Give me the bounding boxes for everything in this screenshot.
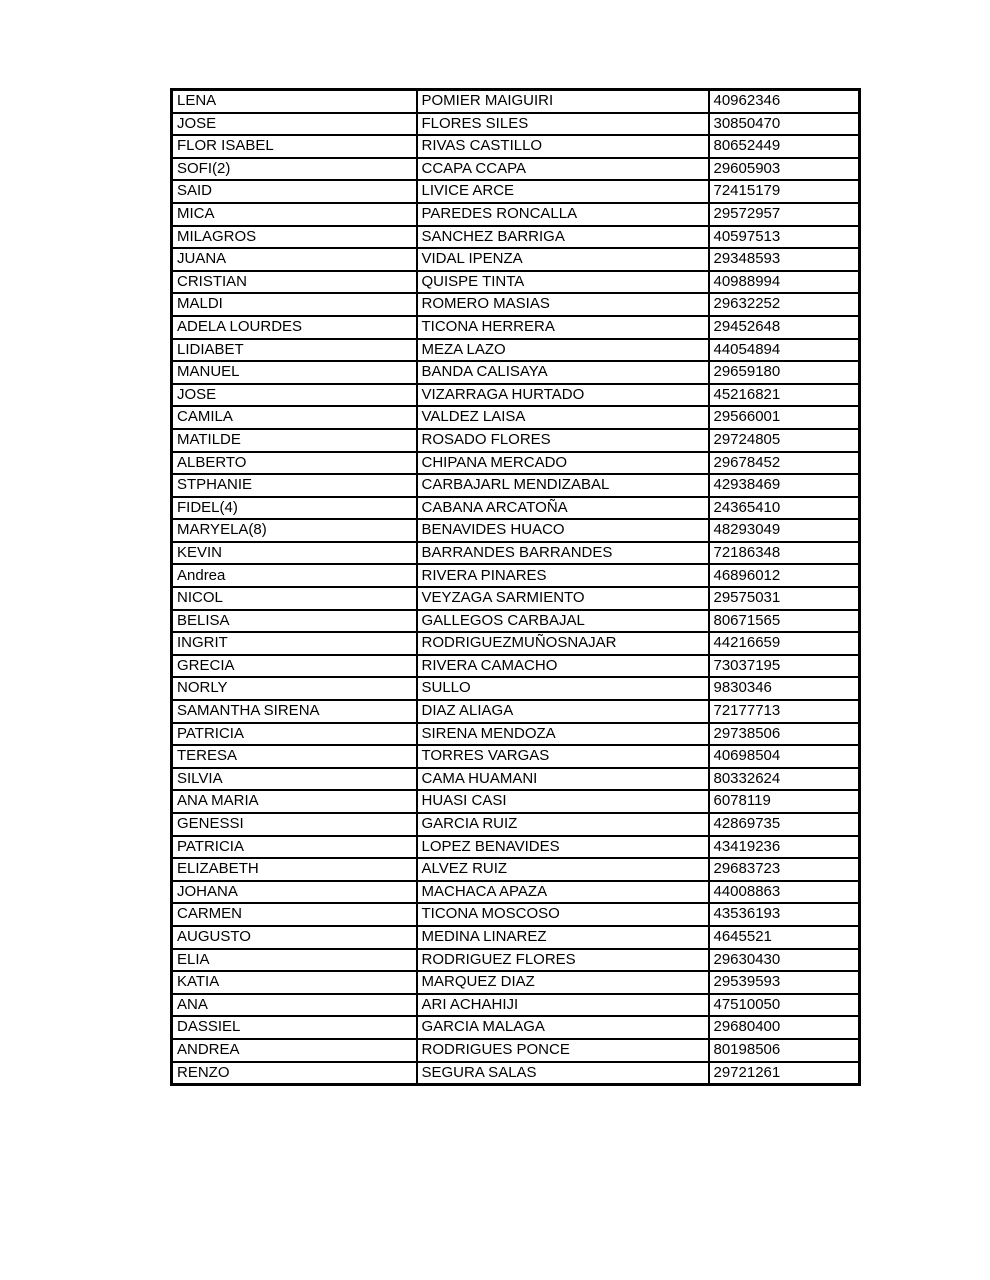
last-name-cell: SANCHEZ BARRIGA <box>417 226 709 249</box>
last-name-cell: RIVERA PINARES <box>417 564 709 587</box>
table-row <box>172 858 860 881</box>
first-name-cell: STPHANIE <box>172 474 417 497</box>
first-name-cell: ELIZABETH <box>172 858 417 881</box>
table-row <box>172 790 860 813</box>
document-number-cell: 72186348 <box>709 542 860 565</box>
first-name-cell: TERESA <box>172 745 417 768</box>
document-number-cell: 43419236 <box>709 836 860 859</box>
table-row <box>172 429 860 452</box>
document-number-cell: 80198506 <box>709 1039 860 1062</box>
table-row <box>172 949 860 972</box>
last-name-cell: DIAZ ALIAGA <box>417 700 709 723</box>
first-name-cell: ANA <box>172 994 417 1017</box>
last-name-cell: GALLEGOS CARBAJAL <box>417 610 709 633</box>
first-name-cell: SOFI(2) <box>172 158 417 181</box>
last-name-cell: BARRANDES BARRANDES <box>417 542 709 565</box>
table-row <box>172 903 860 926</box>
last-name-cell: RODRIGUEZMUÑOSNAJAR <box>417 632 709 655</box>
table-row <box>172 271 860 294</box>
document-number-cell: 47510050 <box>709 994 860 1017</box>
document-number-cell: 9830346 <box>709 677 860 700</box>
table-row <box>172 564 860 587</box>
first-name-cell: MALDI <box>172 293 417 316</box>
last-name-cell: RODRIGUEZ FLORES <box>417 949 709 972</box>
document-number-cell: 29678452 <box>709 452 860 475</box>
first-name-cell: PATRICIA <box>172 836 417 859</box>
table-row <box>172 836 860 859</box>
first-name-cell: LIDIABET <box>172 339 417 362</box>
first-name-cell: INGRIT <box>172 632 417 655</box>
document-number-cell: 40597513 <box>709 226 860 249</box>
document-number-cell: 48293049 <box>709 519 860 542</box>
last-name-cell: SEGURA SALAS <box>417 1062 709 1085</box>
document-number-cell: 30850470 <box>709 113 860 136</box>
document-number-cell: 29632252 <box>709 293 860 316</box>
table-row <box>172 452 860 475</box>
table-row <box>172 519 860 542</box>
last-name-cell: CARBAJARL MENDIZABAL <box>417 474 709 497</box>
first-name-cell: NORLY <box>172 677 417 700</box>
first-name-cell: CRISTIAN <box>172 271 417 294</box>
table-row <box>172 926 860 949</box>
table-row <box>172 90 860 113</box>
first-name-cell: DASSIEL <box>172 1016 417 1039</box>
table-row <box>172 135 860 158</box>
first-name-cell: FIDEL(4) <box>172 497 417 520</box>
last-name-cell: GARCIA RUIZ <box>417 813 709 836</box>
first-name-cell: LENA <box>172 90 417 113</box>
last-name-cell: TICONA MOSCOSO <box>417 903 709 926</box>
last-name-cell: ROMERO MASIAS <box>417 293 709 316</box>
last-name-cell: TICONA HERRERA <box>417 316 709 339</box>
first-name-cell: GRECIA <box>172 655 417 678</box>
table-row <box>172 113 860 136</box>
document-number-cell: 29452648 <box>709 316 860 339</box>
table-row <box>172 180 860 203</box>
last-name-cell: QUISPE TINTA <box>417 271 709 294</box>
first-name-cell: JOHANA <box>172 881 417 904</box>
document-number-cell: 29575031 <box>709 587 860 610</box>
last-name-cell: CHIPANA MERCADO <box>417 452 709 475</box>
document-number-cell: 40988994 <box>709 271 860 294</box>
table-row <box>172 971 860 994</box>
first-name-cell: SAID <box>172 180 417 203</box>
last-name-cell: MARQUEZ DIAZ <box>417 971 709 994</box>
last-name-cell: RIVERA CAMACHO <box>417 655 709 678</box>
document-number-cell: 44216659 <box>709 632 860 655</box>
document-number-cell: 29566001 <box>709 406 860 429</box>
document-number-cell: 44008863 <box>709 881 860 904</box>
first-name-cell: ANDREA <box>172 1039 417 1062</box>
table-row <box>172 610 860 633</box>
last-name-cell: MACHACA APAZA <box>417 881 709 904</box>
table-row <box>172 248 860 271</box>
document-number-cell: 29721261 <box>709 1062 860 1085</box>
last-name-cell: RIVAS CASTILLO <box>417 135 709 158</box>
table-row <box>172 339 860 362</box>
last-name-cell: VIZARRAGA HURTADO <box>417 384 709 407</box>
document-number-cell: 80671565 <box>709 610 860 633</box>
document-number-cell: 4645521 <box>709 926 860 949</box>
first-name-cell: ALBERTO <box>172 452 417 475</box>
document-number-cell: 73037195 <box>709 655 860 678</box>
table-row <box>172 474 860 497</box>
document-number-cell: 40962346 <box>709 90 860 113</box>
table-row <box>172 1039 860 1062</box>
first-name-cell: MILAGROS <box>172 226 417 249</box>
last-name-cell: BENAVIDES HUACO <box>417 519 709 542</box>
table-row <box>172 1016 860 1039</box>
first-name-cell: PATRICIA <box>172 723 417 746</box>
document-number-cell: 45216821 <box>709 384 860 407</box>
document-number-cell: 42869735 <box>709 813 860 836</box>
last-name-cell: CABANA ARCATOÑA <box>417 497 709 520</box>
first-name-cell: RENZO <box>172 1062 417 1085</box>
first-name-cell: MARYELA(8) <box>172 519 417 542</box>
table-row <box>172 723 860 746</box>
last-name-cell: MEZA LAZO <box>417 339 709 362</box>
document-number-cell: 29680400 <box>709 1016 860 1039</box>
document-number-cell: 29539593 <box>709 971 860 994</box>
document-number-cell: 29605903 <box>709 158 860 181</box>
last-name-cell: GARCIA MALAGA <box>417 1016 709 1039</box>
document-number-cell: 46896012 <box>709 564 860 587</box>
first-name-cell: MICA <box>172 203 417 226</box>
first-name-cell: GENESSI <box>172 813 417 836</box>
first-name-cell: ELIA <box>172 949 417 972</box>
table-row <box>172 677 860 700</box>
table-row <box>172 406 860 429</box>
table-row <box>172 655 860 678</box>
first-name-cell: ANA MARIA <box>172 790 417 813</box>
document-number-cell: 29683723 <box>709 858 860 881</box>
table-row <box>172 768 860 791</box>
table-row <box>172 700 860 723</box>
document-number-cell: 29659180 <box>709 361 860 384</box>
first-name-cell: FLOR ISABEL <box>172 135 417 158</box>
first-name-cell: CARMEN <box>172 903 417 926</box>
last-name-cell: ARI ACHAHIJI <box>417 994 709 1017</box>
table-row <box>172 1062 860 1085</box>
document-number-cell: 72177713 <box>709 700 860 723</box>
last-name-cell: CCAPA CCAPA <box>417 158 709 181</box>
first-name-cell: KATIA <box>172 971 417 994</box>
document-number-cell: 80332624 <box>709 768 860 791</box>
last-name-cell: POMIER MAIGUIRI <box>417 90 709 113</box>
last-name-cell: FLORES SILES <box>417 113 709 136</box>
table-row <box>172 203 860 226</box>
first-name-cell: Andrea <box>172 564 417 587</box>
document-number-cell: 29630430 <box>709 949 860 972</box>
last-name-cell: ALVEZ RUIZ <box>417 858 709 881</box>
table-row <box>172 745 860 768</box>
last-name-cell: RODRIGUES PONCE <box>417 1039 709 1062</box>
document-number-cell: 44054894 <box>709 339 860 362</box>
last-name-cell: ROSADO FLORES <box>417 429 709 452</box>
records-table-body <box>172 90 860 1085</box>
first-name-cell: NICOL <box>172 587 417 610</box>
first-name-cell: JOSE <box>172 384 417 407</box>
table-row <box>172 994 860 1017</box>
first-name-cell: ADELA LOURDES <box>172 316 417 339</box>
last-name-cell: VIDAL IPENZA <box>417 248 709 271</box>
document-number-cell: 40698504 <box>709 745 860 768</box>
last-name-cell: CAMA HUAMANI <box>417 768 709 791</box>
first-name-cell: SILVIA <box>172 768 417 791</box>
last-name-cell: SIRENA MENDOZA <box>417 723 709 746</box>
table-row <box>172 813 860 836</box>
first-name-cell: BELISA <box>172 610 417 633</box>
document-number-cell: 24365410 <box>709 497 860 520</box>
document-number-cell: 43536193 <box>709 903 860 926</box>
document-number-cell: 42938469 <box>709 474 860 497</box>
last-name-cell: LOPEZ BENAVIDES <box>417 836 709 859</box>
table-row <box>172 226 860 249</box>
table-row <box>172 361 860 384</box>
table-row <box>172 384 860 407</box>
document-number-cell: 29724805 <box>709 429 860 452</box>
table-row <box>172 542 860 565</box>
document-number-cell: 29348593 <box>709 248 860 271</box>
last-name-cell: TORRES VARGAS <box>417 745 709 768</box>
first-name-cell: CAMILA <box>172 406 417 429</box>
first-name-cell: AUGUSTO <box>172 926 417 949</box>
last-name-cell: PAREDES RONCALLA <box>417 203 709 226</box>
table-row <box>172 497 860 520</box>
records-table <box>170 88 861 1086</box>
last-name-cell: LIVICE ARCE <box>417 180 709 203</box>
table-row <box>172 632 860 655</box>
first-name-cell: JOSE <box>172 113 417 136</box>
table-row <box>172 158 860 181</box>
first-name-cell: MANUEL <box>172 361 417 384</box>
first-name-cell: KEVIN <box>172 542 417 565</box>
document-number-cell: 29738506 <box>709 723 860 746</box>
table-row <box>172 587 860 610</box>
table-row <box>172 316 860 339</box>
last-name-cell: MEDINA LINAREZ <box>417 926 709 949</box>
table-row <box>172 881 860 904</box>
last-name-cell: VALDEZ LAISA <box>417 406 709 429</box>
document-number-cell: 72415179 <box>709 180 860 203</box>
document-number-cell: 29572957 <box>709 203 860 226</box>
last-name-cell: BANDA CALISAYA <box>417 361 709 384</box>
last-name-cell: SULLO <box>417 677 709 700</box>
document-number-cell: 80652449 <box>709 135 860 158</box>
first-name-cell: MATILDE <box>172 429 417 452</box>
document-number-cell: 6078119 <box>709 790 860 813</box>
table-row <box>172 293 860 316</box>
first-name-cell: JUANA <box>172 248 417 271</box>
last-name-cell: HUASI CASI <box>417 790 709 813</box>
first-name-cell: SAMANTHA SIRENA <box>172 700 417 723</box>
last-name-cell: VEYZAGA SARMIENTO <box>417 587 709 610</box>
